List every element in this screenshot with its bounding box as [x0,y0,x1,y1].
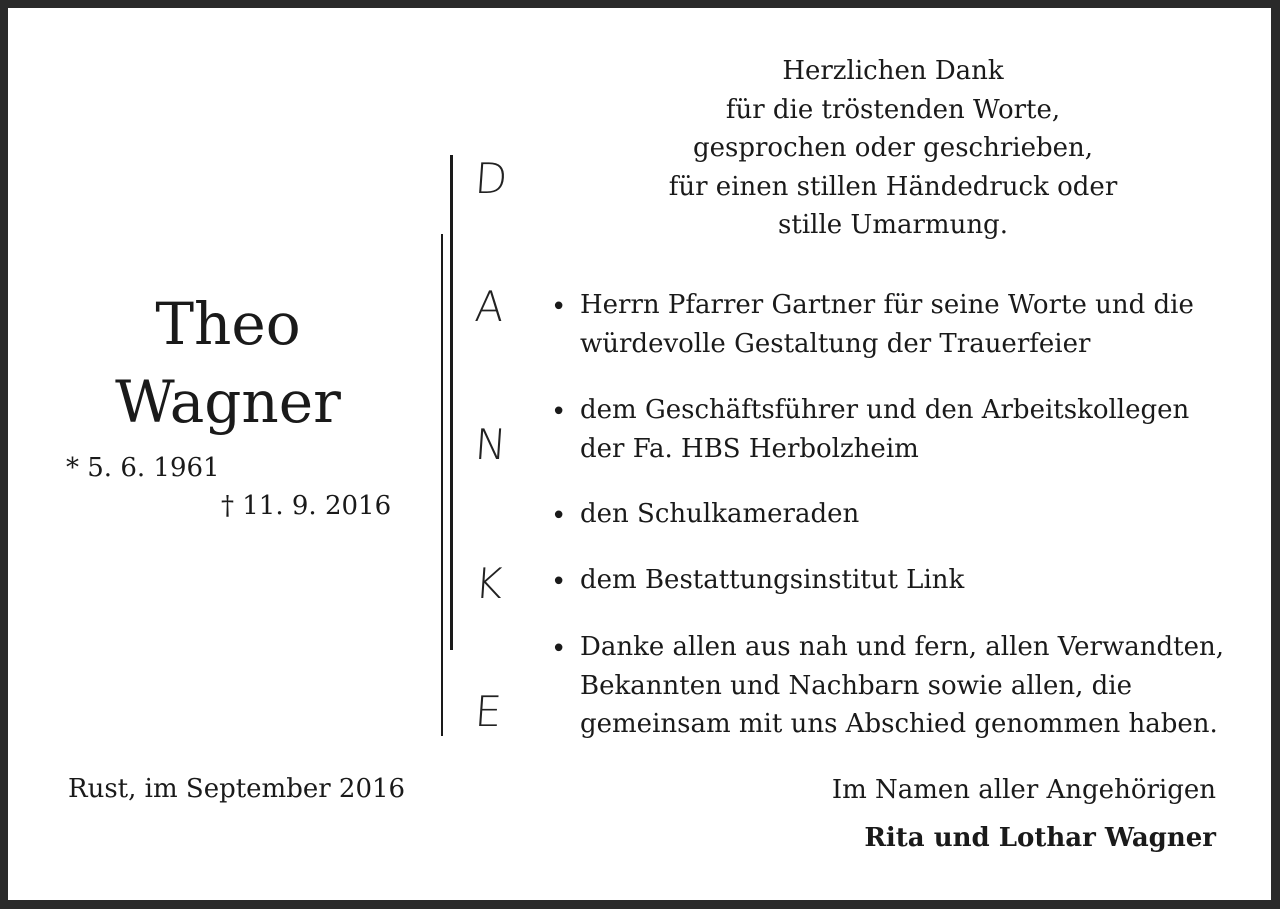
list-item-line: Bekannten und Nachbarn sowie allen, die [580,670,1132,701]
list-item-line: gemeinsam mit uns Abschied genommen haben. [580,709,1218,739]
place-and-date: Rust, im September 2016 [68,774,406,804]
bullet-marker: • [551,292,567,322]
deceased-first-name: Theo [155,290,301,358]
thanks-intro [608,52,1178,245]
bullet-marker: • [551,567,567,597]
thanks-item-pastor [580,286,1194,363]
birth-date: * 5. 6. 1961 [66,453,220,483]
thanks-item-funeral-home [580,561,964,600]
list-item-line: Herrn Pfarrer Gartner für seine Worte und die [580,290,1194,320]
thanks-item-colleagues [580,391,1189,468]
vertical-divider-offset [441,234,443,736]
danke-letter-a: A [473,282,506,331]
vertical-divider-long [450,155,453,650]
intro-line: stille Umarmung. [778,210,1008,240]
intro-line: für einen stillen Händedruck oder [668,171,1118,202]
danke-letter-k: K [473,559,505,608]
death-date: † 11. 9. 2016 [221,491,392,521]
danke-letter-n: N [473,420,509,469]
list-item-line: Danke allen aus nah und fern, allen Verwandten, [580,632,1224,662]
intro-line: für die tröstenden Worte, [725,94,1061,125]
bullet-marker: • [551,397,567,427]
intro-line: gesprochen oder geschrieben, [692,133,1094,163]
list-item-line: würdevolle Gestaltung der Trauerfeier [580,328,1091,359]
list-item-line: der Fa. HBS Herbolzheim [580,433,919,464]
thanks-item-everyone [580,628,1224,744]
bullet-marker: • [551,501,567,531]
list-item-line: den Schulkameraden [580,499,860,529]
intro-line: Herzlichen Dank [782,56,1004,86]
signature-names: Rita und Lothar Wagner [864,823,1216,853]
danke-letter-e: E [473,687,504,736]
signature-intro: Im Namen aller Angehörigen [831,775,1216,805]
bullet-marker: • [551,634,567,664]
list-item-line: dem Bestattungsinstitut Link [580,565,965,595]
deceased-last-name: Wagner [115,368,341,436]
list-item-line: dem Geschäftsführer und den Arbeitskollegen [580,395,1190,425]
thanks-item-schoolmates [580,495,859,534]
danke-letter-d: D [473,154,510,203]
